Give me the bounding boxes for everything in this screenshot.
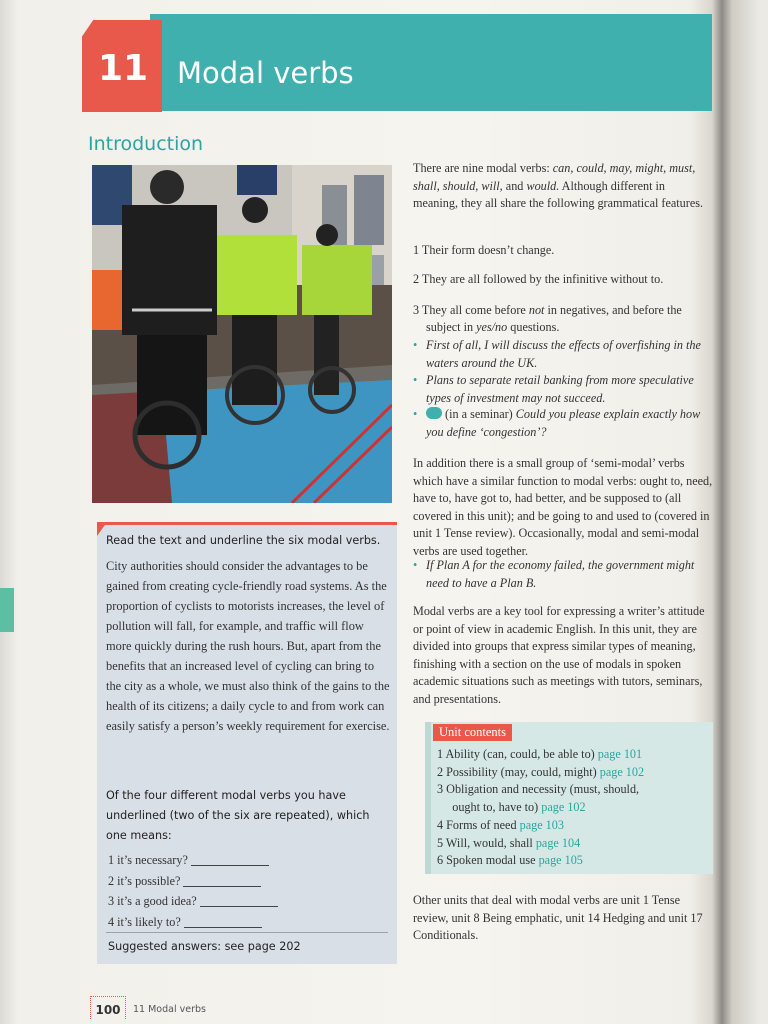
exercise-item: 3 it’s a good idea? — [108, 891, 278, 912]
exercise-item: 2 it’s possible? — [108, 871, 278, 892]
example-bullet: • (in a seminar) Could you please explain exactly how you define ‘congestion’? — [413, 407, 701, 439]
bullet-dot: • — [413, 373, 418, 387]
feature-item-3-cont: subject in yes/no questions. — [426, 320, 560, 334]
exercise-instruction: Read the text and underline the six modal verbs. — [106, 534, 381, 547]
answer-blank[interactable] — [184, 927, 262, 928]
unit-number: 11 — [97, 48, 149, 89]
exercise-paragraph: City authorities should consider the advantages to be gained from creating cycle-friendly road systems. As the proportion of cyclists to motorists increases, the level of pollution will fall, for example, and traffic will flow more quickly during the rush hours. But, apart from the benefits that an increased level of cycling can bring to the city as a whole, we must also think of the gains to the health of its citizens; a daily cycle to and from work can easily satisfy a person’s weekly requirement for exercise. — [106, 559, 390, 733]
unit-title: Modal verbs — [177, 56, 354, 90]
example-bullet: • Plans to separate retail banking from more speculative types of investment may not succeed. — [413, 373, 694, 405]
answer-blank[interactable] — [183, 886, 261, 887]
feature-item-2: 2 They are all followed by the infinitive without to. — [413, 272, 664, 286]
answer-blank[interactable] — [200, 906, 278, 907]
exercise-top-rule — [97, 522, 397, 525]
contents-item[interactable]: ought to, have to) page 102 — [437, 800, 586, 815]
unit-contents-list — [437, 746, 644, 870]
example-bullet: • First of all, I will discuss the effects of overfishing in the waters around the UK. — [413, 338, 701, 370]
contents-item[interactable]: 6 Spoken modal use page 105 — [437, 853, 583, 868]
contents-item[interactable]: 1 Ability (can, could, be able to) page 101 — [437, 747, 643, 761]
feature-item-3: 3 They all come before not in negatives, and before the — [413, 303, 682, 317]
answer-blank[interactable] — [191, 865, 269, 866]
feature-item-1: 1 Their form doesn’t change. — [413, 243, 555, 257]
semi-modal-paragraph: In addition there is a small group of ‘semi-modal’ verbs which have a similar function to modal verbs: ought to, need, have to, have got to, had better, and be supposed to (all covered in this unit); and be going to and used to (covered in unit 1 Tense review). Occasionally, modal and semi-modal verbs are used together. — [413, 456, 713, 558]
exercise-question: Of the four different modal verbs you have underlined (two of the six are repeated), which one means: — [106, 789, 370, 842]
unit-contents-bar — [425, 722, 431, 874]
contents-item[interactable]: 2 Possibility (may, could, might) page 102 — [437, 764, 645, 779]
running-head: 11 Modal verbs — [133, 1004, 206, 1015]
exercise-items — [108, 850, 278, 932]
page-number: 100 — [90, 996, 126, 1019]
modal-tool-paragraph: Modal verbs are a key tool for expressing a writer’s attitude or point of view in academic English. In this unit, they are divided into groups that express similar types of meaning, finishing with a section on the use of modals in spoken academic situations such as meetings with tutors, seminars, and presentations. — [413, 604, 705, 706]
exercise-item: 1 it’s necessary? — [108, 850, 278, 871]
example-bullet: • If Plan A for the economy failed, the government might need to have a Plan B. — [413, 558, 695, 590]
bullet-dot: • — [413, 407, 418, 421]
suggested-answers: Suggested answers: see page 202 — [108, 940, 301, 953]
intro-paragraph: There are nine modal verbs: can, could, may, might, must, shall, should, will, and would. Although different in meaning, they all share the following grammatical features. — [413, 161, 704, 210]
exercise-divider — [106, 932, 388, 933]
side-tab — [0, 588, 14, 632]
contents-item[interactable]: 3 Obligation and necessity (must, should, — [437, 782, 640, 797]
cyclists-photo — [92, 165, 392, 503]
unit-contents-heading: Unit contents — [433, 724, 512, 741]
contents-item[interactable]: 5 Will, would, shall page 104 — [437, 835, 581, 850]
exercise-item: 4 it’s likely to? — [108, 912, 278, 933]
speech-bubble-icon — [426, 407, 442, 419]
other-units-paragraph: Other units that deal with modal verbs are unit 1 Tense review, unit 8 Being emphatic, unit 14 Hedging and unit 17 Conditionals. — [413, 893, 703, 942]
contents-item[interactable]: 4 Forms of need page 103 — [437, 817, 564, 832]
bullet-dot: • — [413, 338, 418, 352]
unit-contents-box — [425, 722, 713, 874]
section-title: Introduction — [88, 133, 204, 155]
bullet-dot: • — [413, 558, 418, 572]
exercise-box — [97, 522, 397, 964]
